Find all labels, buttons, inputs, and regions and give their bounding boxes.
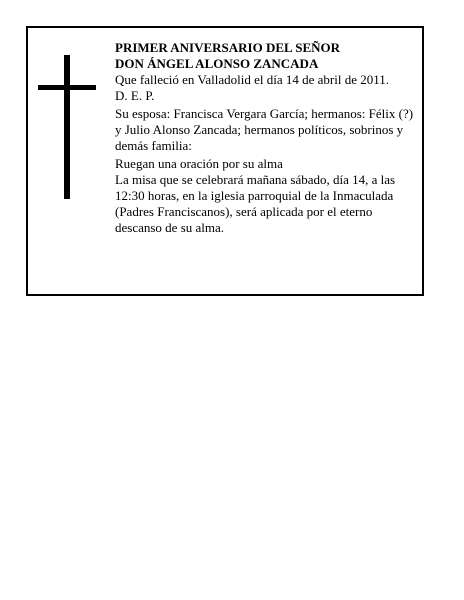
family-line: Su esposa: Francisca Vergara García; hermanos: Félix (?) y Julio Alonso Zancada; hermanos políticos, sobrinos y demás familia: xyxy=(115,106,414,153)
cross-horizontal-bar xyxy=(38,85,96,90)
cross-icon xyxy=(38,55,98,199)
notice-title-line-1: PRIMER ANIVERSARIO DEL SEÑOR xyxy=(115,40,341,55)
mass-info: La misa que se celebrará mañana sábado, día 14, a las 12:30 horas, en la iglesia parroquial de la Inmaculada (Padres Franciscanos), será aplicada por el eterno descanso de su alma. xyxy=(115,172,396,235)
death-info: Que falleció en Valladolid el día 14 de abril de 2011. xyxy=(115,72,389,87)
cross-vertical-bar xyxy=(64,55,70,199)
obituary-notice xyxy=(26,26,424,296)
prayer-request: Ruegan una oración por su alma xyxy=(115,156,283,171)
dep-line: D. E. P. xyxy=(115,88,155,103)
notice-title-line-2: DON ÁNGEL ALONSO ZANCADA xyxy=(115,56,319,71)
notice-text xyxy=(115,40,415,236)
